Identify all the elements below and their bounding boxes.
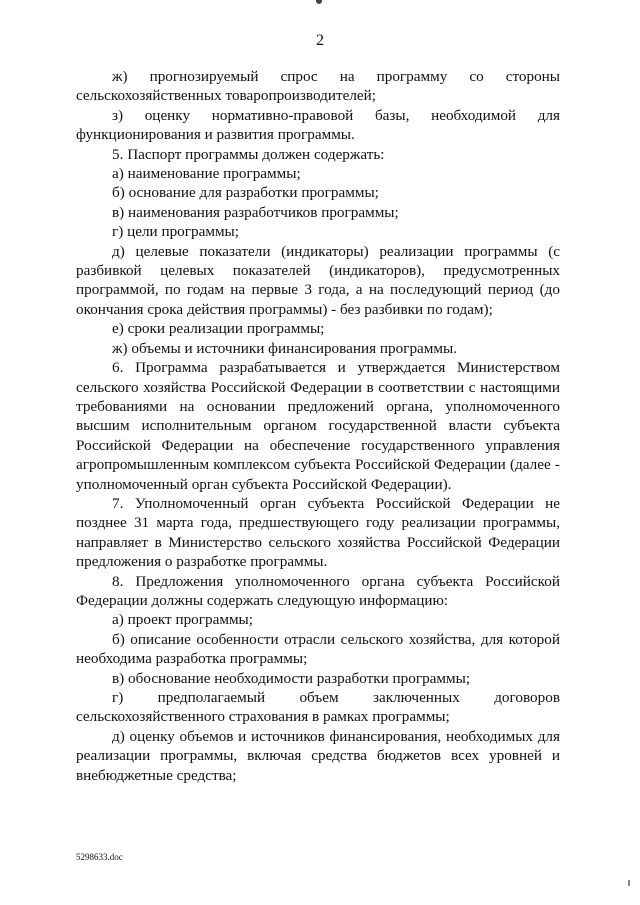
page-top-mark <box>316 0 322 4</box>
paragraph-item-z: з) оценку нормативно-правовой базы, необходимой для функционирования и развития программы. <box>76 106 560 144</box>
footer-doc-code: 5298633.doc <box>76 852 123 862</box>
paragraph-item-d2: д) оценку объемов и источников финансирования, необходимых для реализации программы, включая средства бюджетов всех уровней и внебюджетные средства; <box>76 727 560 784</box>
paragraph-section-7: 7. Уполномоченный орган субъекта Российской Федерации не позднее 31 марта года, предшествующего году реализации программы, направляет в Министерство сельского хозяйства Российской Федерации предложения о разработке программы. <box>76 494 560 571</box>
edge-mark <box>628 880 630 886</box>
document-body <box>76 67 560 785</box>
paragraph-item-a2: а) проект программы; <box>112 611 253 629</box>
paragraph-item-g: г) цели программы; <box>112 223 239 241</box>
paragraph-item-g2: г) предполагаемый объем заключенных договоров сельскохозяйственного страхования в рамках программы; <box>76 689 560 726</box>
paragraph-item-zh2: ж) объемы и источники финансирования программы. <box>112 339 457 357</box>
paragraph-section-5: 5. Паспорт программы должен содержать: <box>112 145 385 163</box>
paragraph-item-b: б) основание для разработки программы; <box>112 184 379 202</box>
page-number: 2 <box>316 32 324 49</box>
paragraph-section-8: 8. Предложения уполномоченного органа субъекта Российской Федерации должны содержать следующую информацию: <box>76 572 560 609</box>
paragraph-item-v2: в) обоснование необходимости разработки программы; <box>112 669 471 687</box>
paragraph-item-d: д) целевые показатели (индикаторы) реализации программы (с разбивкой целевых показателей (индикаторов), предусмотренных программой, по годам на первые 3 года, а на последующий период (до окончания срока действия программы) - без разбивки по годам); <box>76 242 560 318</box>
paragraph-item-b2: б) описание особенности отрасли сельского хозяйства, для которой необходима разработка программы; <box>76 630 560 668</box>
paragraph-item-zh: ж) прогнозируемый спрос на программу со стороны сельскохозяйственных товаропроизводителей; <box>76 68 560 105</box>
paragraph-item-e: е) сроки реализации программы; <box>112 320 325 338</box>
paragraph-section-6: 6. Программа разрабатывается и утверждается Министерством сельского хозяйства Российской Федерации в соответствии с настоящими требованиями на основании предложений органа, уполномоченного высшим исполнительным органом государственной власти субъекта Российской Федерации на обеспечение государственного управления агропромышленным комплексом субъекта Российской Федерации (далее - уполномоченный орган субъекта Российской Федерации). <box>76 359 560 493</box>
paragraph-item-v: в) наименования разработчиков программы; <box>112 203 399 221</box>
paragraph-item-a: а) наименование программы; <box>112 165 301 183</box>
